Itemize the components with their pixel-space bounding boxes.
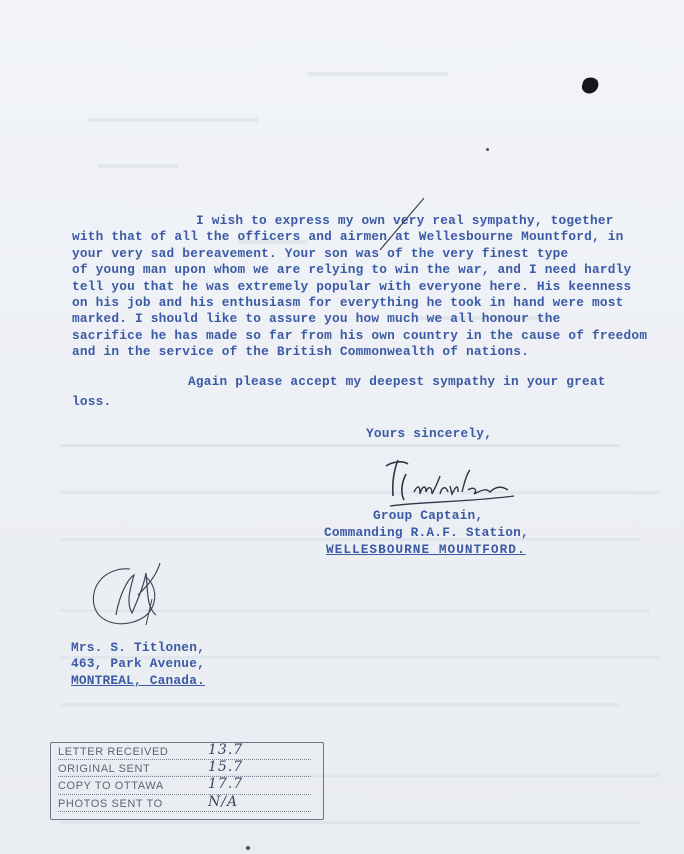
body-line: on his job and his enthusiasm for everything he took in hand were most: [72, 294, 624, 310]
stamp-value: 17.7: [208, 776, 244, 793]
closing-paragraph-end: loss.: [72, 394, 112, 409]
stamp-label: PHOTOS SENT TO: [58, 797, 163, 810]
stamp-value: 13.7: [208, 742, 244, 758]
recipient-city: MONTREAL, Canada.: [71, 672, 205, 688]
stamp-row-copy-to-ottawa: [58, 776, 317, 797]
bottom-mark: [246, 846, 250, 850]
stamp-label: COPY TO OTTAWA: [58, 780, 164, 793]
stamp-value: 15.7: [208, 759, 244, 776]
stamp-row-letter-received: [58, 742, 317, 763]
stamp-row-photos-sent-to: [58, 793, 317, 815]
show-through-text: [58, 30, 618, 180]
office-stamp: [50, 742, 324, 820]
stamp-label: LETTER RECEIVED: [58, 746, 169, 758]
pen-stroke: [372, 196, 432, 256]
body-line: your very sad bereavement. Your son was of the very finest type: [72, 245, 569, 261]
body-line: I wish to express my own very real sympathy, together: [196, 213, 614, 228]
valediction: Yours sincerely,: [366, 426, 493, 441]
handwritten-signature: [378, 456, 528, 512]
ink-blot: [580, 76, 600, 96]
signer-station: WELLESBOURNE MOUNTFORD.: [326, 542, 526, 557]
body-line: tell you that he was extremely popular with everyone here. His keenness: [72, 278, 632, 294]
recipient-name: Mrs. S. Titlonen,: [71, 640, 205, 655]
punch-mark: [486, 148, 489, 151]
recipient-address: [71, 640, 205, 689]
stamp-row-original-sent: [58, 759, 317, 780]
body-line: of young man upon whom we are relying to win the war, and I need hardly: [72, 262, 632, 278]
body-line: with that of all the officers and airmen at Wellesbourne Mountford, in: [72, 229, 624, 245]
stamp-value: N/A: [208, 793, 239, 810]
body-line: sacrifice he has made so far from his own country in the cause of freedom: [72, 327, 648, 343]
body-line: marked. I should like to assure you how much we all honour the: [72, 311, 561, 327]
stamp-label: ORIGINAL SENT: [58, 763, 151, 776]
signer-rank: Group Captain,: [373, 508, 484, 523]
handwritten-initials: [86, 555, 178, 635]
signer-unit: Commanding R.A.F. Station,: [324, 525, 529, 540]
recipient-street: 463, Park Avenue,: [71, 656, 205, 672]
body-line: and in the service of the British Commonwealth of nations.: [72, 344, 530, 360]
closing-paragraph: Again please accept my deepest sympathy in your great: [188, 373, 606, 389]
